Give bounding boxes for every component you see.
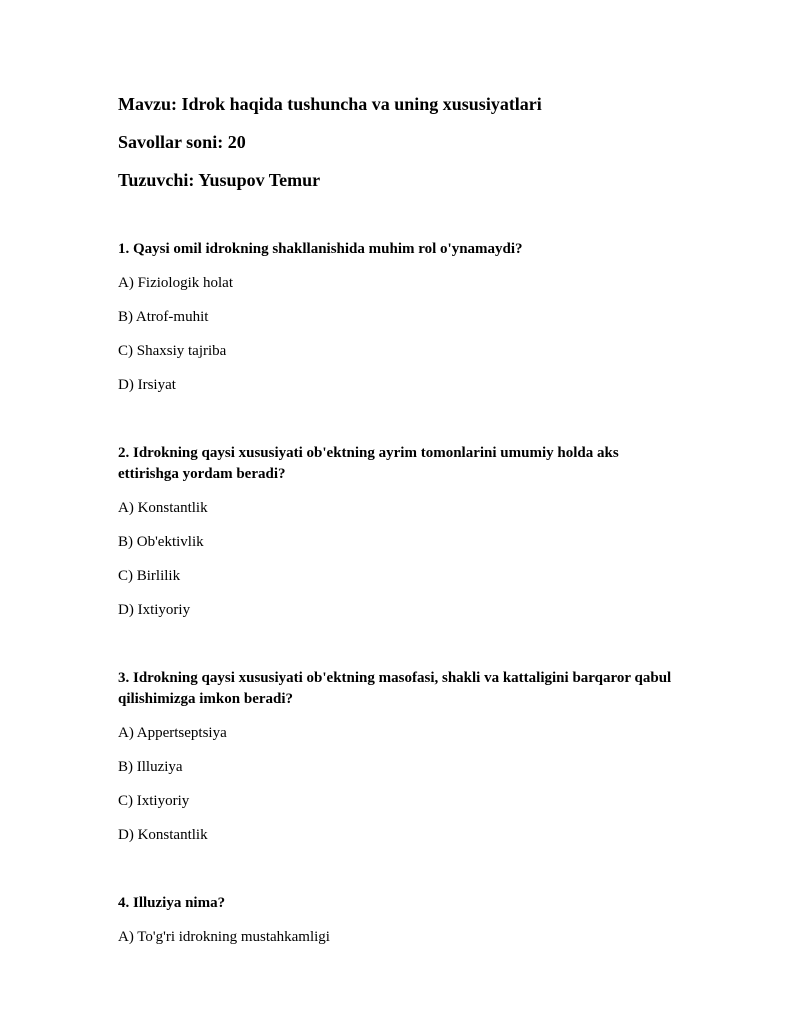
option-a: A) Appertseptsiya [118, 725, 227, 741]
option-d: D) Irsiyat [118, 377, 176, 393]
question-count: Savollar soni: 20 [118, 132, 246, 152]
option-d: D) Konstantlik [118, 827, 208, 843]
option-b: B) Ob'ektivlik [118, 534, 204, 550]
document-header [118, 93, 678, 191]
question-2 [118, 443, 678, 620]
option-a: A) To'g'ri idrokning mustahkamligi [118, 929, 330, 945]
question-text: 1. Qaysi omil idrokning shakllanishida muhim rol o'ynamaydi? [118, 241, 523, 257]
option-c: C) Shaxsiy tajriba [118, 343, 227, 359]
document-page [118, 93, 678, 995]
author-line: Tuzuvchi: Yusupov Temur [118, 170, 321, 190]
option-c: C) Ixtiyoriy [118, 793, 190, 809]
question-4 [118, 893, 678, 947]
option-b: B) Atrof-muhit [118, 309, 209, 325]
question-1 [118, 239, 678, 395]
question-text: 4. Illuziya nima? [118, 895, 226, 911]
option-c: C) Birlilik [118, 568, 181, 584]
question-text: 2. Idrokning qaysi xususiyati ob'ektning ayrim tomonlarini umumiy holda aks ettirishga yordam beradi? [118, 445, 619, 482]
question-3 [118, 668, 678, 845]
option-d: D) Ixtiyoriy [118, 602, 191, 618]
option-b: B) Illuziya [118, 759, 183, 775]
option-a: A) Fiziologik holat [118, 275, 233, 291]
question-text: 3. Idrokning qaysi xususiyati ob'ektning masofasi, shakli va kattaligini barqaror qabul qilishimizga imkon beradi? [118, 670, 672, 707]
option-a: A) Konstantlik [118, 500, 208, 516]
topic-heading: Mavzu: Idrok haqida tushuncha va uning xususiyatlari [118, 94, 542, 114]
